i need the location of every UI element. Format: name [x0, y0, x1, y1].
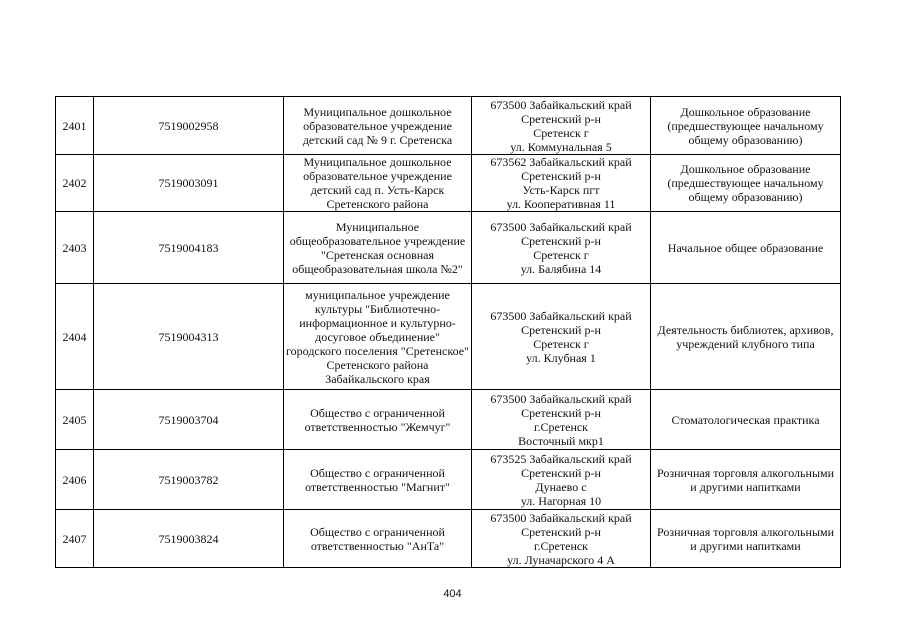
- address-cell: 673500 Забайкальский край Сретенский р-н г.Сретенск Восточный мкр1: [472, 390, 651, 450]
- row-number-cell: 2404: [56, 284, 94, 390]
- row-number-cell: 2405: [56, 390, 94, 450]
- table-row: [56, 284, 841, 390]
- inn-cell: 7519003091: [94, 155, 284, 212]
- activity-cell: Начальное общее образование: [651, 212, 841, 284]
- organization-name-cell: Муниципальное дошкольное образовательное учреждение детский сад № 9 г. Сретенска: [284, 97, 472, 155]
- table-row: [56, 155, 841, 212]
- inn-cell: 7519003704: [94, 390, 284, 450]
- row-number-cell: 2403: [56, 212, 94, 284]
- row-number-cell: 2407: [56, 510, 94, 568]
- address-cell: 673562 Забайкальский край Сретенский р-н Усть-Карск пгт ул. Кооперативная 11: [472, 155, 651, 212]
- table-body: [56, 97, 841, 568]
- activity-cell: Стоматологическая практика: [651, 390, 841, 450]
- inn-cell: 7519003824: [94, 510, 284, 568]
- address-cell: 673500 Забайкальский край Сретенский р-н Сретенск г ул. Коммунальная 5: [472, 97, 651, 155]
- row-number-cell: 2406: [56, 450, 94, 510]
- organization-name-cell: Муниципальное дошкольное образовательное учреждение детский сад п. Усть-Карск Сретенского района: [284, 155, 472, 212]
- table-row: [56, 510, 841, 568]
- table-row: [56, 97, 841, 155]
- address-cell: 673525 Забайкальский край Сретенский р-н Дунаево с ул. Нагорная 10: [472, 450, 651, 510]
- activity-cell: Розничная торговля алкогольными и другими напитками: [651, 510, 841, 568]
- organization-name-cell: Муниципальное общеобразовательное учреждение "Сретенская основная общеобразовательная школа №2": [284, 212, 472, 284]
- organization-name-cell: Общество с ограниченной ответственностью "Жемчуг": [284, 390, 472, 450]
- row-number-cell: 2401: [56, 97, 94, 155]
- table-row: [56, 450, 841, 510]
- address-cell: 673500 Забайкальский край Сретенский р-н Сретенск г ул. Балябина 14: [472, 212, 651, 284]
- inn-cell: 7519003782: [94, 450, 284, 510]
- organization-name-cell: Общество с ограниченной ответственностью "АнТа": [284, 510, 472, 568]
- address-cell: 673500 Забайкальский край Сретенский р-н Сретенск г ул. Клубная 1: [472, 284, 651, 390]
- inn-cell: 7519002958: [94, 97, 284, 155]
- organization-name-cell: Общество с ограниченной ответственностью "Магнит": [284, 450, 472, 510]
- activity-cell: Дошкольное образование (предшествующее начальному общему образованию): [651, 97, 841, 155]
- activity-cell: Дошкольное образование (предшествующее начальному общему образованию): [651, 155, 841, 212]
- page-number: 404: [443, 588, 462, 600]
- address-cell: 673500 Забайкальский край Сретенский р-н г.Сретенск ул. Луначарского 4 А: [472, 510, 651, 568]
- activity-cell: Розничная торговля алкогольными и другими напитками: [651, 450, 841, 510]
- table-row: [56, 390, 841, 450]
- table-row: [56, 212, 841, 284]
- inn-cell: 7519004313: [94, 284, 284, 390]
- organization-name-cell: муниципальное учреждение культуры "Библиотечно-информационное и культурно-досуговое объединение" городского поселения "Сретенское" Сретенского района Забайкальского края: [284, 284, 472, 390]
- row-number-cell: 2402: [56, 155, 94, 212]
- activity-cell: Деятельность библиотек, архивов, учреждений клубного типа: [651, 284, 841, 390]
- organizations-table: [55, 96, 841, 568]
- inn-cell: 7519004183: [94, 212, 284, 284]
